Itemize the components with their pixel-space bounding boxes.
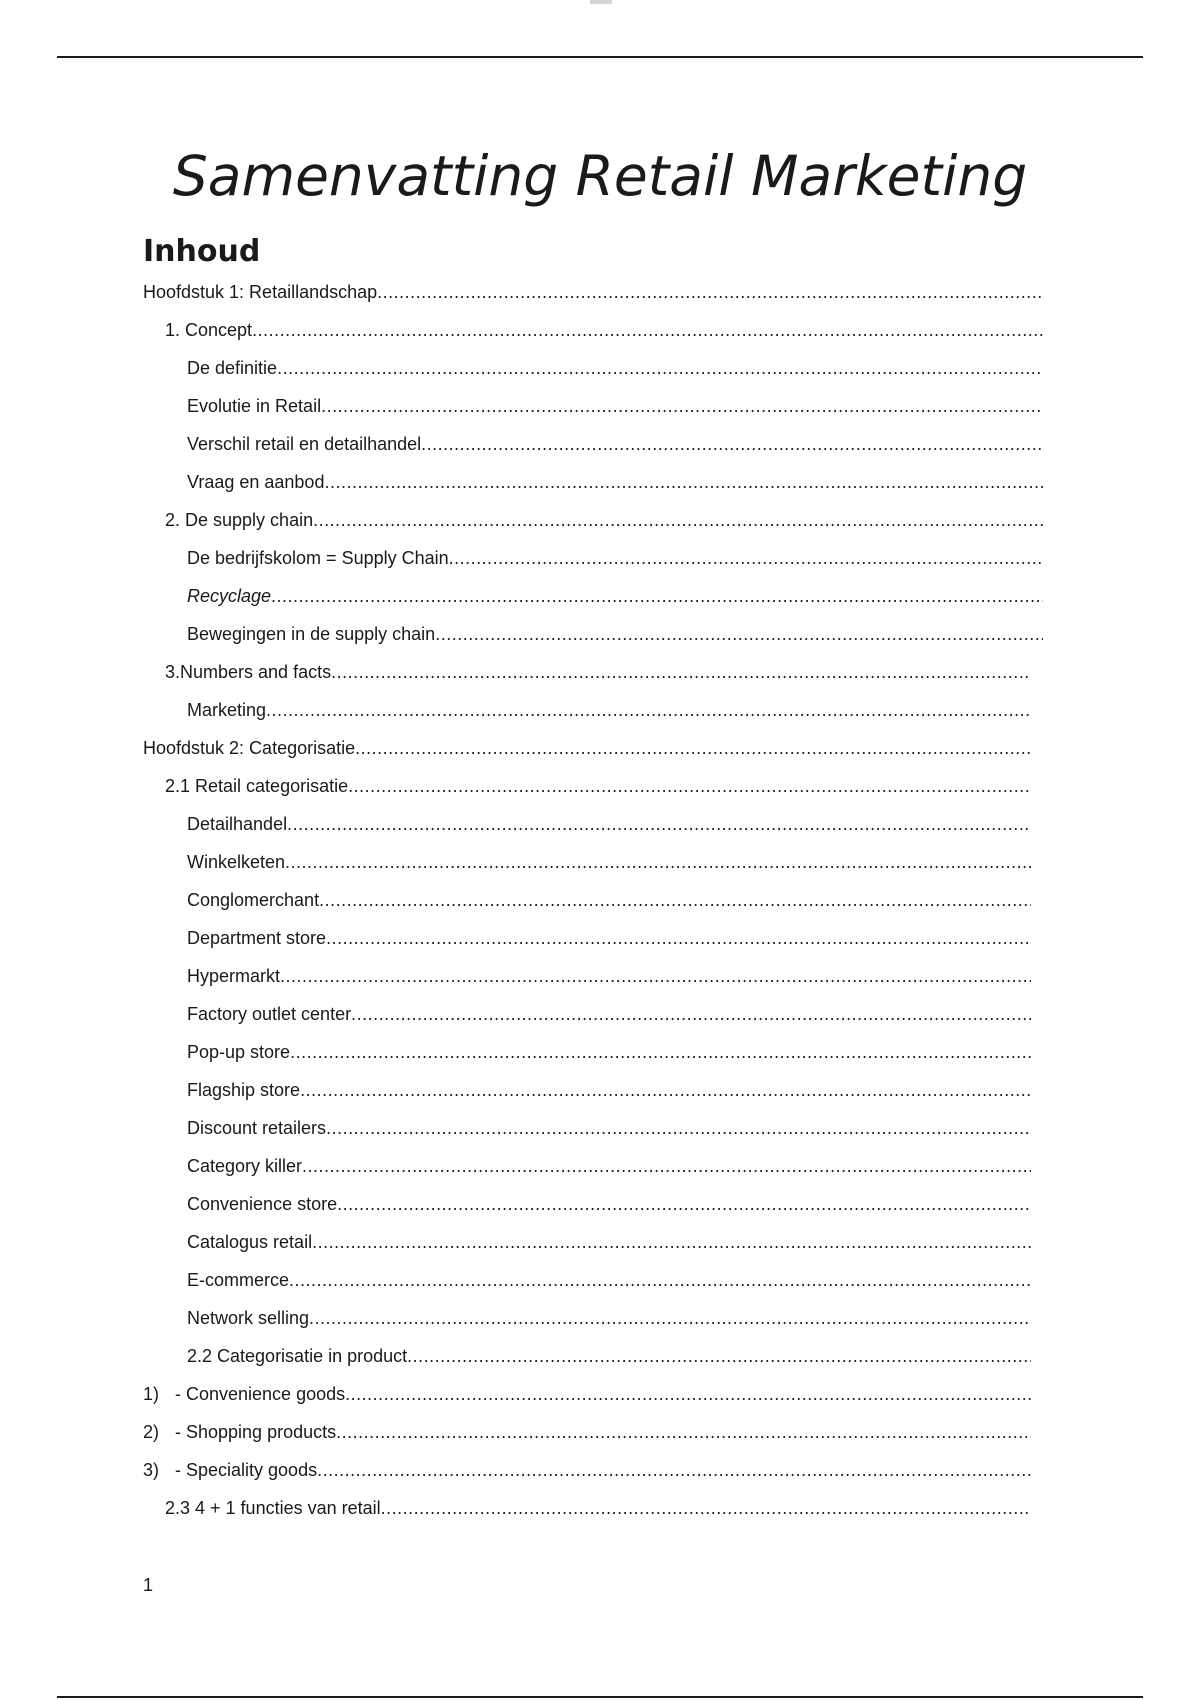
toc-entry[interactable]	[165, 659, 1031, 685]
toc-leader-dots	[337, 1191, 1031, 1217]
toc-entry-label: E-commerce	[187, 1270, 290, 1290]
toc-leader-dots	[266, 697, 1031, 723]
toc-leader-dots	[355, 735, 1031, 761]
toc-leader-dots	[336, 1419, 1031, 1445]
toc-entry[interactable]	[187, 963, 1031, 989]
toc-leader-dots	[377, 279, 1043, 305]
toc-entry[interactable]	[143, 735, 1031, 761]
toc-entry-label: Discount retailers	[187, 1118, 327, 1138]
toc-entry[interactable]	[187, 1267, 1031, 1293]
toc-entry[interactable]	[187, 849, 1031, 875]
toc-entry-label: Verschil retail en detailhandel	[187, 434, 422, 454]
toc-entry[interactable]	[187, 1305, 1031, 1331]
toc-entry-number: 2)	[143, 1422, 160, 1442]
page-bottom-rule	[57, 1696, 1143, 1698]
toc-entry[interactable]	[187, 545, 1043, 571]
toc-entry[interactable]	[187, 393, 1043, 419]
toc-leader-dots	[407, 1343, 1031, 1369]
toc-leader-dots	[324, 469, 1043, 495]
toc-leader-dots	[312, 1229, 1031, 1255]
toc-leader-dots	[280, 963, 1031, 989]
toc-entry[interactable]	[143, 1419, 1031, 1445]
toc-heading: Inhoud	[143, 234, 261, 269]
toc-leader-dots	[435, 621, 1043, 647]
toc-entry-label: Department store	[187, 928, 327, 948]
toc-entry[interactable]	[187, 1077, 1031, 1103]
toc-entry[interactable]	[187, 355, 1043, 381]
toc-leader-dots	[449, 545, 1043, 571]
toc-entry-label: 2.2 Categorisatie in product	[187, 1346, 408, 1366]
toc-entry[interactable]	[143, 1381, 1031, 1407]
toc-entry-label: Conglomerchant	[187, 890, 320, 910]
toc-leader-dots	[381, 1495, 1031, 1521]
toc-entry[interactable]	[187, 1115, 1031, 1141]
toc-entry[interactable]	[165, 317, 1043, 343]
toc-entry-label: Convenience store	[187, 1194, 338, 1214]
toc-entry[interactable]	[187, 469, 1043, 495]
toc-leader-dots	[348, 773, 1031, 799]
toc-entry-label: - Speciality goods	[175, 1460, 318, 1480]
toc-leader-dots	[302, 1153, 1031, 1179]
toc-entry[interactable]	[165, 1495, 1031, 1521]
toc-entry[interactable]	[165, 507, 1043, 533]
toc-leader-dots	[252, 317, 1043, 343]
toc-leader-dots	[289, 1267, 1031, 1293]
toc-leader-dots	[271, 583, 1043, 609]
toc-leader-dots	[421, 431, 1043, 457]
toc-entry-label: Recyclage	[187, 586, 272, 606]
toc-entry[interactable]	[187, 583, 1043, 609]
toc-entry-label: Detailhandel	[187, 814, 288, 834]
toc-entry-label: Vraag en aanbod	[187, 472, 325, 492]
document-title: Samenvatting Retail Marketing	[172, 144, 1028, 208]
toc-entry-label: Pop-up store	[187, 1042, 291, 1062]
toc-entry[interactable]	[187, 925, 1031, 951]
toc-entry-label: Winkelketen	[187, 852, 286, 872]
toc-entry[interactable]	[187, 1039, 1031, 1065]
toc-leader-dots	[326, 1115, 1031, 1141]
toc-entry-label: Hoofdstuk 1: Retaillandschap	[143, 282, 378, 302]
toc-leader-dots	[300, 1077, 1031, 1103]
toc-entry-label: - Convenience goods	[175, 1384, 346, 1404]
toc-entry-label: 3.Numbers and facts	[165, 662, 332, 682]
toc-entry-number: 1)	[143, 1384, 160, 1404]
toc-entry-number: 3)	[143, 1460, 160, 1480]
toc-entry-label: 2. De supply chain	[165, 510, 314, 530]
toc-leader-dots	[321, 393, 1043, 419]
toc-entry-label: Evolutie in Retail	[187, 396, 322, 416]
toc-entry[interactable]	[165, 773, 1031, 799]
toc-entry-label: Hoofdstuk 2: Categorisatie	[143, 738, 356, 758]
toc-entry[interactable]	[187, 697, 1031, 723]
toc-entry[interactable]	[187, 887, 1031, 913]
toc-entry-label: 1. Concept	[165, 320, 253, 340]
toc-entry-label: Flagship store	[187, 1080, 301, 1100]
toc-leader-dots	[319, 887, 1031, 913]
toc-entry[interactable]	[143, 279, 1043, 305]
toc-entry[interactable]	[143, 1457, 1031, 1483]
toc-entry-label: De definitie	[187, 358, 278, 378]
toc-leader-dots	[277, 355, 1043, 381]
toc-entry[interactable]	[187, 1153, 1031, 1179]
page-number: 1	[143, 1575, 154, 1595]
toc-entry-label: 2.1 Retail categorisatie	[165, 776, 349, 796]
toc-entry-label: 2.3 4 + 1 functies van retail	[165, 1498, 381, 1518]
toc-entry-label: Hypermarkt	[187, 966, 281, 986]
toc-leader-dots	[331, 659, 1031, 685]
toc-leader-dots	[313, 507, 1043, 533]
toc-entry-label: Bewegingen in de supply chain	[187, 624, 436, 644]
toc-entry[interactable]	[187, 621, 1043, 647]
toc-leader-dots	[326, 925, 1031, 951]
toc-entry-label: Catalogus retail	[187, 1232, 313, 1252]
toc-leader-dots	[287, 811, 1031, 837]
toc-entry[interactable]	[187, 811, 1031, 837]
toc-entry[interactable]	[187, 1001, 1031, 1027]
page-top-marker	[590, 0, 612, 4]
toc-entry-label: Category killer	[187, 1156, 303, 1176]
toc-entry-label: Factory outlet center	[187, 1004, 352, 1024]
toc-leader-dots	[290, 1039, 1031, 1065]
toc-entry-label: De bedrijfskolom = Supply Chain	[187, 548, 449, 568]
toc-entry[interactable]	[187, 1191, 1031, 1217]
toc-leader-dots	[285, 849, 1031, 875]
page-top-rule	[57, 56, 1143, 58]
toc-leader-dots	[345, 1381, 1031, 1407]
toc-entry[interactable]	[187, 431, 1043, 457]
toc-entry-label: Marketing	[187, 700, 267, 720]
toc-entry-label: - Shopping products	[175, 1422, 337, 1442]
toc-leader-dots	[309, 1305, 1031, 1331]
toc-entry[interactable]	[187, 1343, 1031, 1369]
toc-leader-dots	[317, 1457, 1031, 1483]
toc-leader-dots	[351, 1001, 1031, 1027]
toc-entry-label: Network selling	[187, 1308, 310, 1328]
toc-entry[interactable]	[187, 1229, 1031, 1255]
